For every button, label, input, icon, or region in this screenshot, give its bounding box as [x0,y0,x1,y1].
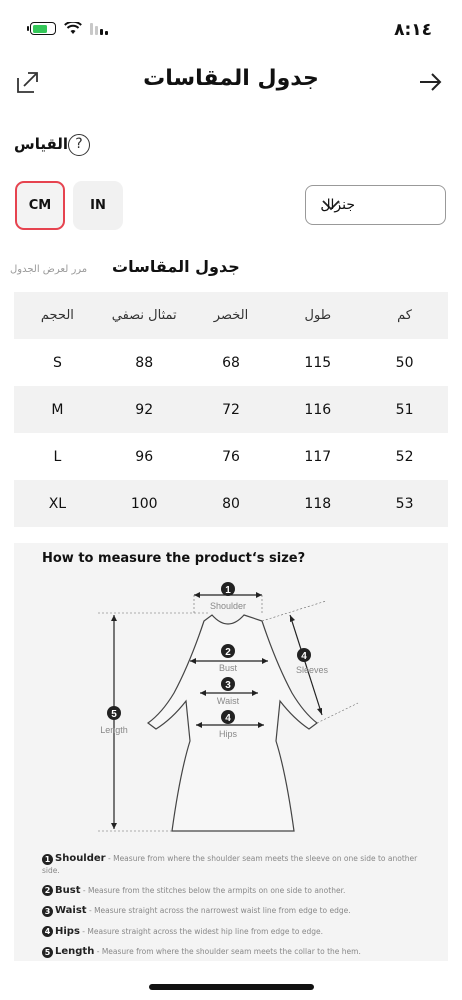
note-title: Bust [55,884,81,896]
note-number: 2 [42,885,53,896]
note-number: 4 [42,926,53,937]
table-cell: 72 [222,401,240,418]
table-cell: XL [48,495,67,512]
table-cell: 76 [222,448,240,465]
note-bust [42,885,437,897]
note-number: 1 [42,854,53,865]
note-text: - Measure straight across the widest hip line from edge to edge. [79,926,323,936]
note-text: - Measure from where the shoulder seam meets the collar to the hem. [94,947,361,956]
unit-in-button[interactable]: IN [73,181,123,230]
table-cell: 92 [135,401,154,418]
note-number: 5 [42,947,53,958]
arrow-right-icon[interactable] [416,68,444,96]
table-row [14,480,448,527]
dress-diagram [14,543,448,843]
measure-title: How to measure the product‘s size? [42,551,306,566]
badge-waist: 3 [225,680,231,691]
measure-guide [14,543,448,961]
size-label: القياس [14,135,69,153]
size-table [14,292,448,527]
header [0,58,462,106]
badge-bust: 2 [225,647,231,658]
table-row [14,339,448,386]
note-text: - Measure straight across the narrowest waist line from edge to edge. [86,906,351,915]
note-length [42,946,437,958]
table-row [14,433,448,480]
label-hips: Hips [218,729,238,739]
note-text: - Measure from where the shoulder seam meets the sleeve on one side to another side. [42,854,418,875]
table-cell: 68 [222,354,240,371]
note-waist [42,905,437,917]
badge-shoulder: 1 [225,585,231,596]
note-title: Shoulder [55,853,106,864]
measure-notes [42,853,437,967]
table-cell: 115 [304,354,332,371]
table-cell: L [53,448,62,465]
header-cell: الحجم [40,308,74,323]
table-cell: 116 [304,401,332,418]
note-title: Hips [55,925,80,937]
help-icon[interactable]: ? [68,134,90,156]
table-cell: M [51,401,64,418]
label-sleeves: Sleeves [295,665,329,675]
header-cell: كم [397,308,412,323]
note-text: - Measure from the stitches below the armpits on one side to another. [80,885,346,895]
status-time: ٨:١٤ [394,20,432,40]
note-shoulder [42,853,437,876]
label-waist: Waist [216,696,240,706]
table-cell: 118 [304,495,332,512]
region-select-value: جنزال [320,197,355,213]
status-icons [30,22,108,35]
table-cell: 88 [135,354,154,371]
status-bar [0,0,462,44]
table-row [14,386,448,433]
badge-length: 5 [111,709,117,720]
badge-hips: 4 [225,713,231,724]
note-title: Waist [55,905,87,916]
table-header-row [14,292,448,339]
signal-icon [90,23,108,35]
badge-sleeves: 4 [301,651,307,662]
note-hips [42,926,437,938]
header-cell: الخصر [213,308,249,323]
table-title: جدول المقاسات [112,257,240,276]
note-title: Length [55,946,95,957]
label-length: Length [100,725,128,735]
label-bust: Bust [218,663,238,673]
label-shoulder: Shoulder [209,601,247,611]
battery-icon [30,22,56,35]
unit-cm-button[interactable]: CM [15,181,65,230]
table-cell: S [52,354,62,371]
note-number: 3 [42,906,53,917]
table-cell: 53 [395,495,414,512]
table-cell: 100 [130,495,158,512]
table-cell: 117 [304,448,332,465]
home-indicator [149,984,314,990]
table-cell: 51 [395,401,414,418]
header-cell: تمثال نصفي [111,308,177,323]
table-cell: 80 [222,495,240,512]
header-cell: طول [304,308,332,323]
region-select[interactable] [305,185,446,225]
size-label-row [0,134,462,158]
page-title: جدول المقاسات [143,66,319,91]
table-cell: 52 [395,448,414,465]
table-cell: 96 [135,448,154,465]
wifi-icon [64,22,82,35]
table-hint: مرر لعرض الجدول [10,264,88,275]
table-cell: 50 [395,354,414,371]
